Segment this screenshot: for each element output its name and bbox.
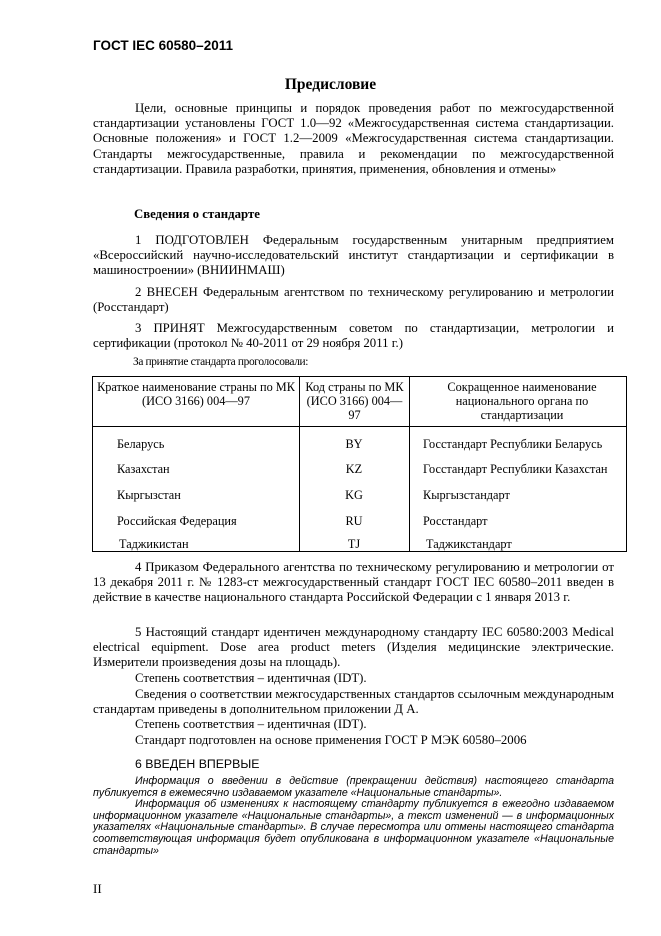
references-info: Сведения о соответствии межгосударственных стандартов ссылочным международным стандартам приведены в дополнительном приложении Д А. [93,687,614,717]
note-block [93,776,614,857]
item-1-prepared: 1 ПОДГОТОВЛЕН Федеральным государственным унитарным предприятием «Всероссийский научно-исследовательский институт стандартизации и сертификации в машиностроении» (ВНИИНМАШ) [93,233,614,278]
conformity-degree: Степень соответствия – идентичная (IDT). [135,717,367,731]
section-heading: Сведения о стандарте [134,207,260,221]
prepared-basis: Стандарт подготовлен на основе применения ГОСТ Р МЭК 60580–2006 [135,733,527,747]
table-cell-country: Кыргызстан [117,488,181,502]
item-5-identical: 5 Настоящий стандарт идентичен международному стандарту IEC 60580:2003 Medical electrical equipment. Dose area product meters (Изделия медицинские электрические. Измерители произведения дозы на площадь). [93,625,614,670]
table-cell-code: RU [345,514,363,528]
table-header-country: Краткое наименование страны по МК (ИСО 3166) 004—97 [97,380,295,409]
table-cell-body: Таджикстандарт [426,537,512,551]
note-introduction: Информация о введении в действие (прекращении действия) настоящего стандарта публикуется в ежемесячно издаваемом указателе «Национальные стандарты». [93,775,614,799]
page-title: Предисловие [284,76,377,93]
table-cell-body: Кыргызстандарт [423,488,510,502]
table-header-body: Сокращенное наименование национального органа по стандартизации [447,380,597,423]
item-2-introduced: 2 ВНЕСЕН Федеральным агентством по техническому регулированию и метрологии (Росстандарт) [93,285,614,315]
vote-line: За принятие стандарта проголосовали: [133,356,309,368]
voting-table [92,376,627,552]
intro-paragraph: Цели, основные принципы и порядок проведения работ по межгосударственной стандартизации установлены ГОСТ 1.0—92 «Межгосударственная система стандартизации. Основные положения» и ГОСТ 1.2—2009 «Межгосударственная система стандартизации. Стандарты межгосударственные, правила и рекомендации по межгосударственной стандартизации. Правила разработки, принятия, применения, обновления и отмены» [93,101,614,176]
note-changes: Информация об изменениях к настоящему стандарту публикуется в ежегодно издаваемом информационном указателе «Национальные стандарты», а текст изменений — в информационных указателях «Национальные стандарты». В случае пересмотра или отмены настоящего стандарта соответствующая информация будет опубликована в информационном указателе «Национальные стандарты» [93,798,614,857]
conformity-degree: Степень соответствия – идентичная (IDT). [135,671,367,685]
table-cell-code: BY [345,437,363,451]
table-cell-code: TJ [347,537,361,551]
table-cell-country: Таджикистан [119,537,189,551]
table-cell-country: Казахстан [117,462,170,476]
table-cell-country: Беларусь [117,437,165,451]
table-cell-body: Росстандарт [423,514,488,528]
table-header-code: Код страны по МК (ИСО 3166) 004—97 [305,380,404,423]
standard-code-header: ГОСТ IEC 60580–2011 [93,38,233,53]
table-cell-code: KG [345,488,363,502]
item-4-order: 4 Приказом Федерального агентства по техническому регулированию и метрологии от 13 декабря 2011 г. № 1283-ст межгосударственный стандарт ГОСТ IEC 60580–2011 введен в действие в качестве национального стандарта Российской Федерации с 1 января 2013 г. [93,560,614,605]
item-6-first-introduced: 6 ВВЕДЕН ВПЕРВЫЕ [135,757,260,771]
table-cell-country: Российская Федерация [117,514,237,528]
table-cell-body: Госстандарт Республики Беларусь [423,437,603,451]
table-cell-body: Госстандарт Республики Казахстан [423,462,608,476]
table-cell-code: KZ [345,462,363,476]
page-number: II [93,881,102,896]
item-3-adopted: 3 ПРИНЯТ Межгосударственным советом по стандартизации, метрологии и сертификации (протокол № 40-2011 от 29 ноября 2011 г.) [93,321,614,351]
